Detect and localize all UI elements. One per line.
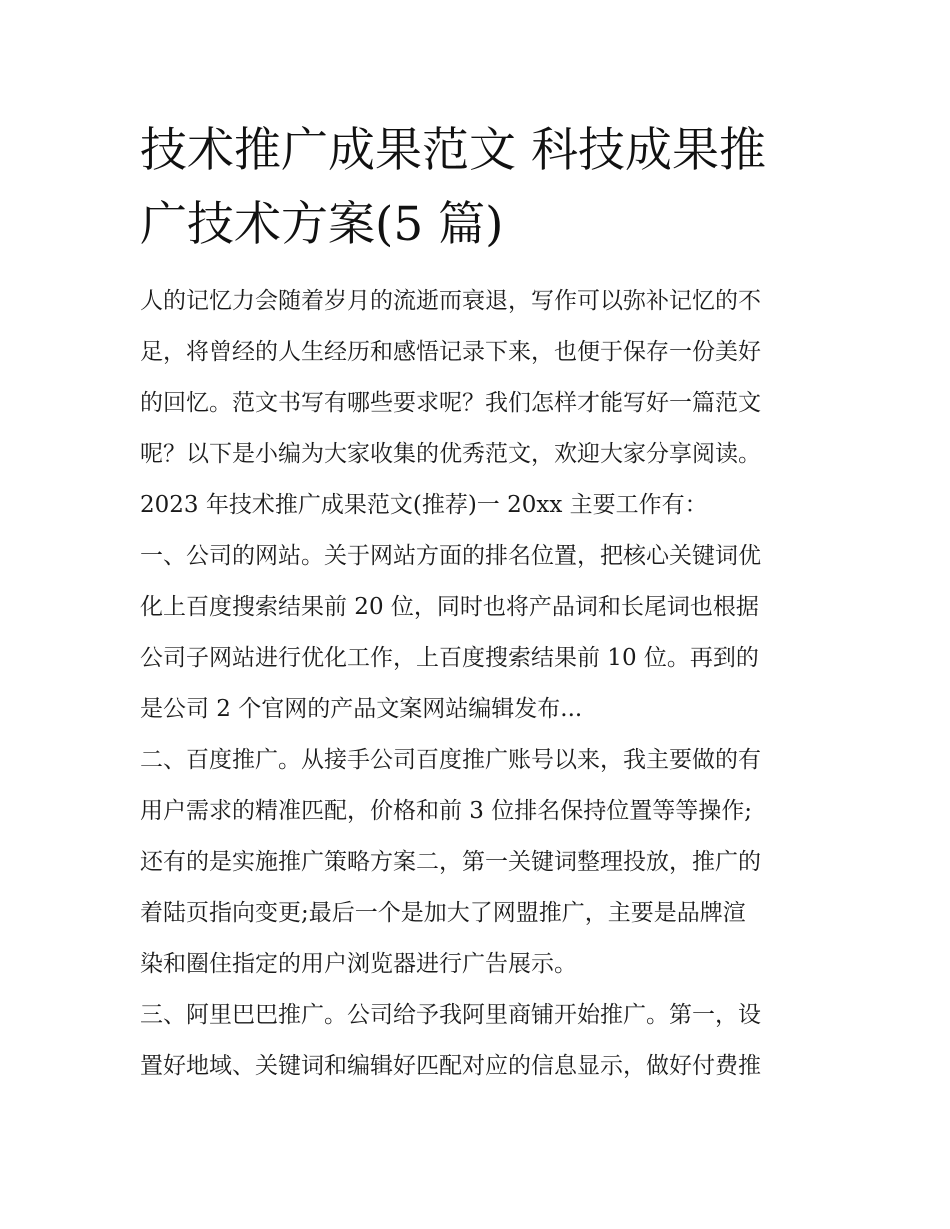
body-line: 化上百度搜索结果前 20 位，同时也将产品词和长尾词也根据 [140, 594, 759, 620]
body-line: 的回忆。范文书写有哪些要求呢？我们怎样才能写好一篇范文 [140, 390, 761, 416]
body-line: 还有的是实施推广策略方案二，第一关键词整理投放，推广的 [140, 849, 761, 875]
title-line: 广技术方案(5 篇) [140, 197, 504, 252]
document-title [140, 114, 820, 262]
body-line: 足，将曾经的人生经历和感悟记录下来，也便于保存一份美好 [140, 339, 761, 365]
body-line: 是公司 2 个官网的产品文案网站编辑发布... [140, 696, 583, 722]
body-line: 置好地域、关键词和编辑好匹配对应的信息显示，做好付费推 [140, 1053, 761, 1079]
body-line: 用户需求的精准匹配，价格和前 3 位排名保持位置等等操作; [140, 798, 753, 824]
body-line: 二、百度推广。从接手公司百度推广账号以来，我主要做的有 [140, 747, 761, 773]
body-line: 三、阿里巴巴推广。公司给予我阿里商铺开始推广。第一，设 [140, 1002, 761, 1028]
body-line: 公司子网站进行优化工作，上百度搜索结果前 10 位。再到的 [140, 645, 759, 671]
body-line: 人的记忆力会随着岁月的流逝而衰退，写作可以弥补记忆的不 [140, 288, 761, 314]
body-line: 着陆页指向变更;最后一个是加大了网盟推广，主要是品牌渲 [140, 900, 746, 926]
document-body [140, 276, 820, 1092]
body-line: 2023 年技术推广成果范文(推荐)一 20xx 主要工作有： [140, 492, 708, 518]
body-line: 染和圈住指定的用户浏览器进行广告展示。 [140, 951, 577, 977]
body-line: 呢？以下是小编为大家收集的优秀范文，欢迎大家分享阅读。 [140, 441, 761, 467]
title-line: 技术推广成果范文 科技成果推 [140, 123, 766, 178]
body-line: 一、公司的网站。关于网站方面的排名位置，把核心关键词优 [140, 543, 761, 569]
